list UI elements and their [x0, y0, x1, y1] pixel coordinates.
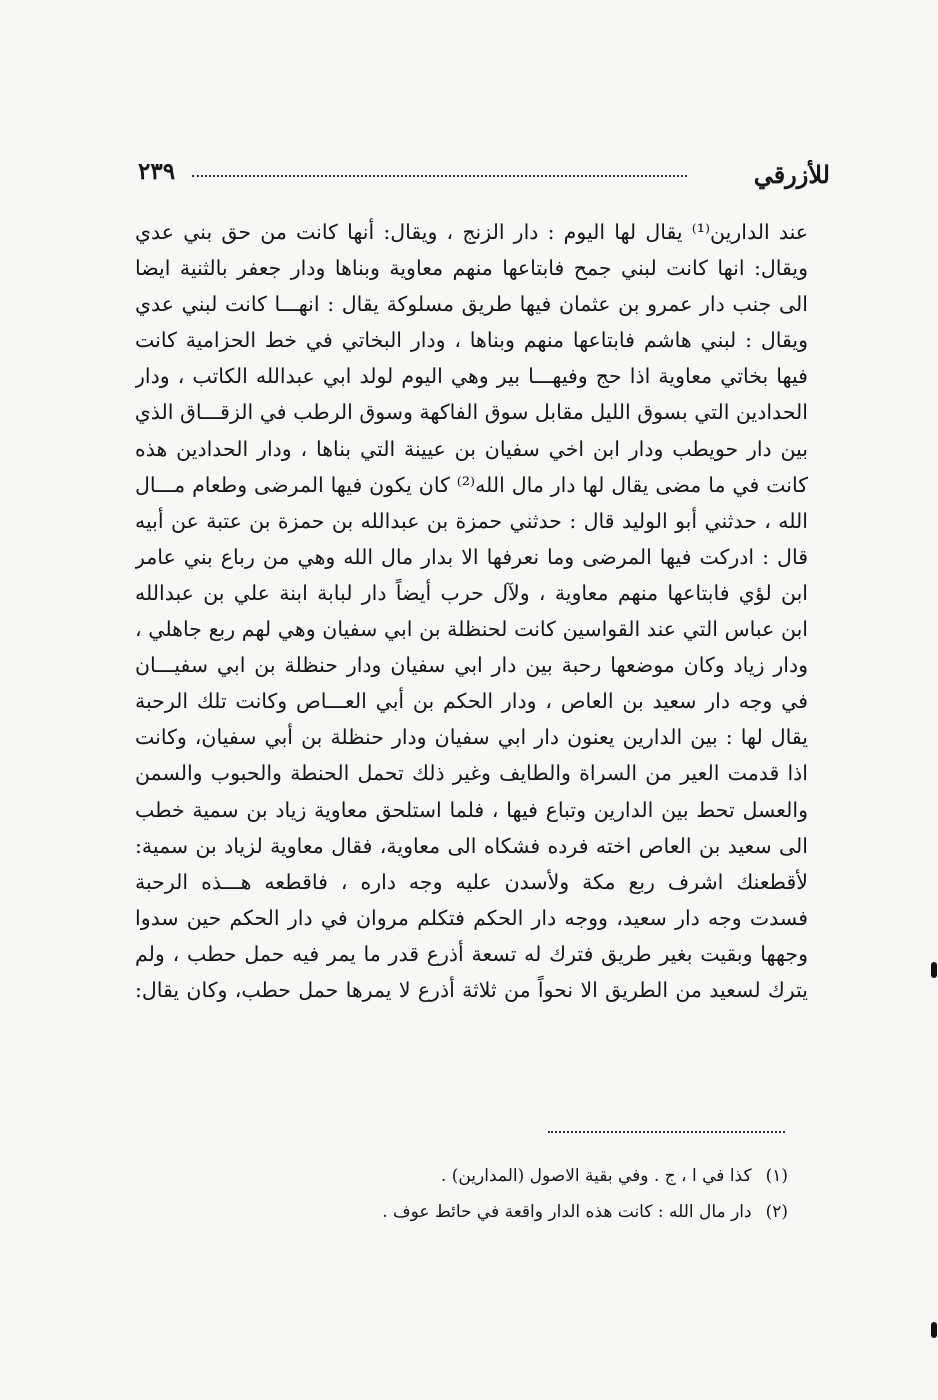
text-line: الى جنب دار عمرو بن عثمان فيها طريق مسلوكة يقال : انهـــا كانت لبني عدي — [135, 292, 808, 317]
scan-edge-mark — [931, 1322, 937, 1338]
text-line: ويقال : لبني هاشم فابتاعها منهم وبناها ، ودار البخاتي في خط الحزامية كانت — [135, 328, 808, 353]
running-header-title: للأزرقي — [753, 160, 830, 189]
footnote-number: (١) — [765, 1166, 788, 1186]
footnote-item — [188, 1194, 788, 1230]
page-number: ٢٣٩ — [138, 158, 176, 185]
text-line: يقال لها : بين الدارين يعنون دار ابي سفيان ودار حنظلة بن أبي سفيان، وكانت — [135, 725, 808, 750]
footnote-separator — [548, 1131, 785, 1133]
text-line: ابن عباس التي عند القواسين كانت لحنظلة بن ابي سفيان وهي لهم ربع جاهلي ، — [135, 617, 808, 642]
header-dotted-rule — [192, 175, 687, 177]
text-line: لأقطعنك اشرف ربع مكة ولأسدن عليه وجه داره ، فاقطعه هـــذه الرحبة — [135, 869, 808, 894]
text-line: يترك لسعيد من الطريق الا نحواً من ثلاثة أذرع لا يمرها حمل حطب، وكان يقال: — [135, 977, 808, 1002]
text-line: فيها بخاتي معاوية اذا حج وفيهـــا بير وهي اليوم لولد ابي عبدالله الكاتب ، ودار — [135, 364, 808, 389]
text-line: الله ، حدثني أبو الوليد قال : حدثني حمزة بن عبدالله بن حمزة بن عتبة عن أبيه — [135, 508, 808, 533]
footnote-number: (٢) — [765, 1202, 788, 1222]
text-line: في وجه دار سعيد بن العاص ، ودار الحكم بن أبي العـــاص وكانت تلك الرحبة — [135, 689, 808, 714]
text-line: اذا قدمت العير من السراة والطايف وغير ذلك تحمل الحنطة والحبوب والسمن — [135, 761, 808, 786]
text-line: ويقال: انها كانت لبني جمح فابتاعها منهم معاوية وبناها ودار جعفر بالثنية ايضا — [135, 256, 808, 281]
text-line: بين دار حويطب ودار ابن اخي سفيان بن عيينة التي بناها ، ودار الحدادين هذه — [135, 436, 808, 461]
footnote-text: دار مال الله : كانت هذه الدار واقعة في حائط عوف . — [382, 1202, 752, 1222]
text-line: الحدادين التي بسوق الليل مقابل سوق الفاكهة وسوق الرطب في الزقـــاق الذي — [135, 400, 808, 425]
footnotes — [188, 1158, 788, 1230]
text-line: كانت في ما مضى يقال لها دار مال الله⁽²⁾ كان يكون فيها المرضى وطعام مـــال — [135, 472, 808, 497]
text-line: قال : ادركت فيها المرضى وما نعرفها الا بدار مال الله وهي من رباع بني عامر — [135, 544, 808, 569]
text-line: ابن لؤي فابتاعها منهم معاوية ، ولآل حرب أيضاً دار لبابة ابنة علي بن عبدالله — [135, 580, 808, 605]
scan-edge-mark — [931, 962, 937, 978]
text-line: والعسل تحط بين الدارين وتباع فيها ، فلما استلحق معاوية زياد بن سمية خطب — [135, 797, 808, 822]
footnote-text: كذا في ا ، ج . وفي بقية الاصول (المدارين) . — [440, 1166, 752, 1186]
main-text-block — [135, 214, 808, 1008]
text-line: ودار زياد وكان موضعها رحبة بين دار ابي سفيان ودار حنظلة بن ابي سفيـــان — [135, 653, 808, 678]
text-line: وجهها وبقيت بغير طريق فترك له تسعة أذرع قدر ما يمر فيه حمل حطب ، ولم — [135, 941, 808, 966]
text-line: فسدت وجه دار سعيد، ووجه دار الحكم فتكلم مروان في دار الحكم حين سدوا — [135, 905, 808, 930]
footnote-item — [188, 1158, 788, 1194]
text-line: الى سعيد بن العاص اخته فرده فشكاه الى معاوية، فقال معاوية لزياد بن سمية: — [135, 833, 808, 858]
text-line: عند الدارين⁽¹⁾ يقال لها اليوم : دار الزنج ، ويقال: أنها كانت من حق بني عدي — [135, 220, 808, 244]
